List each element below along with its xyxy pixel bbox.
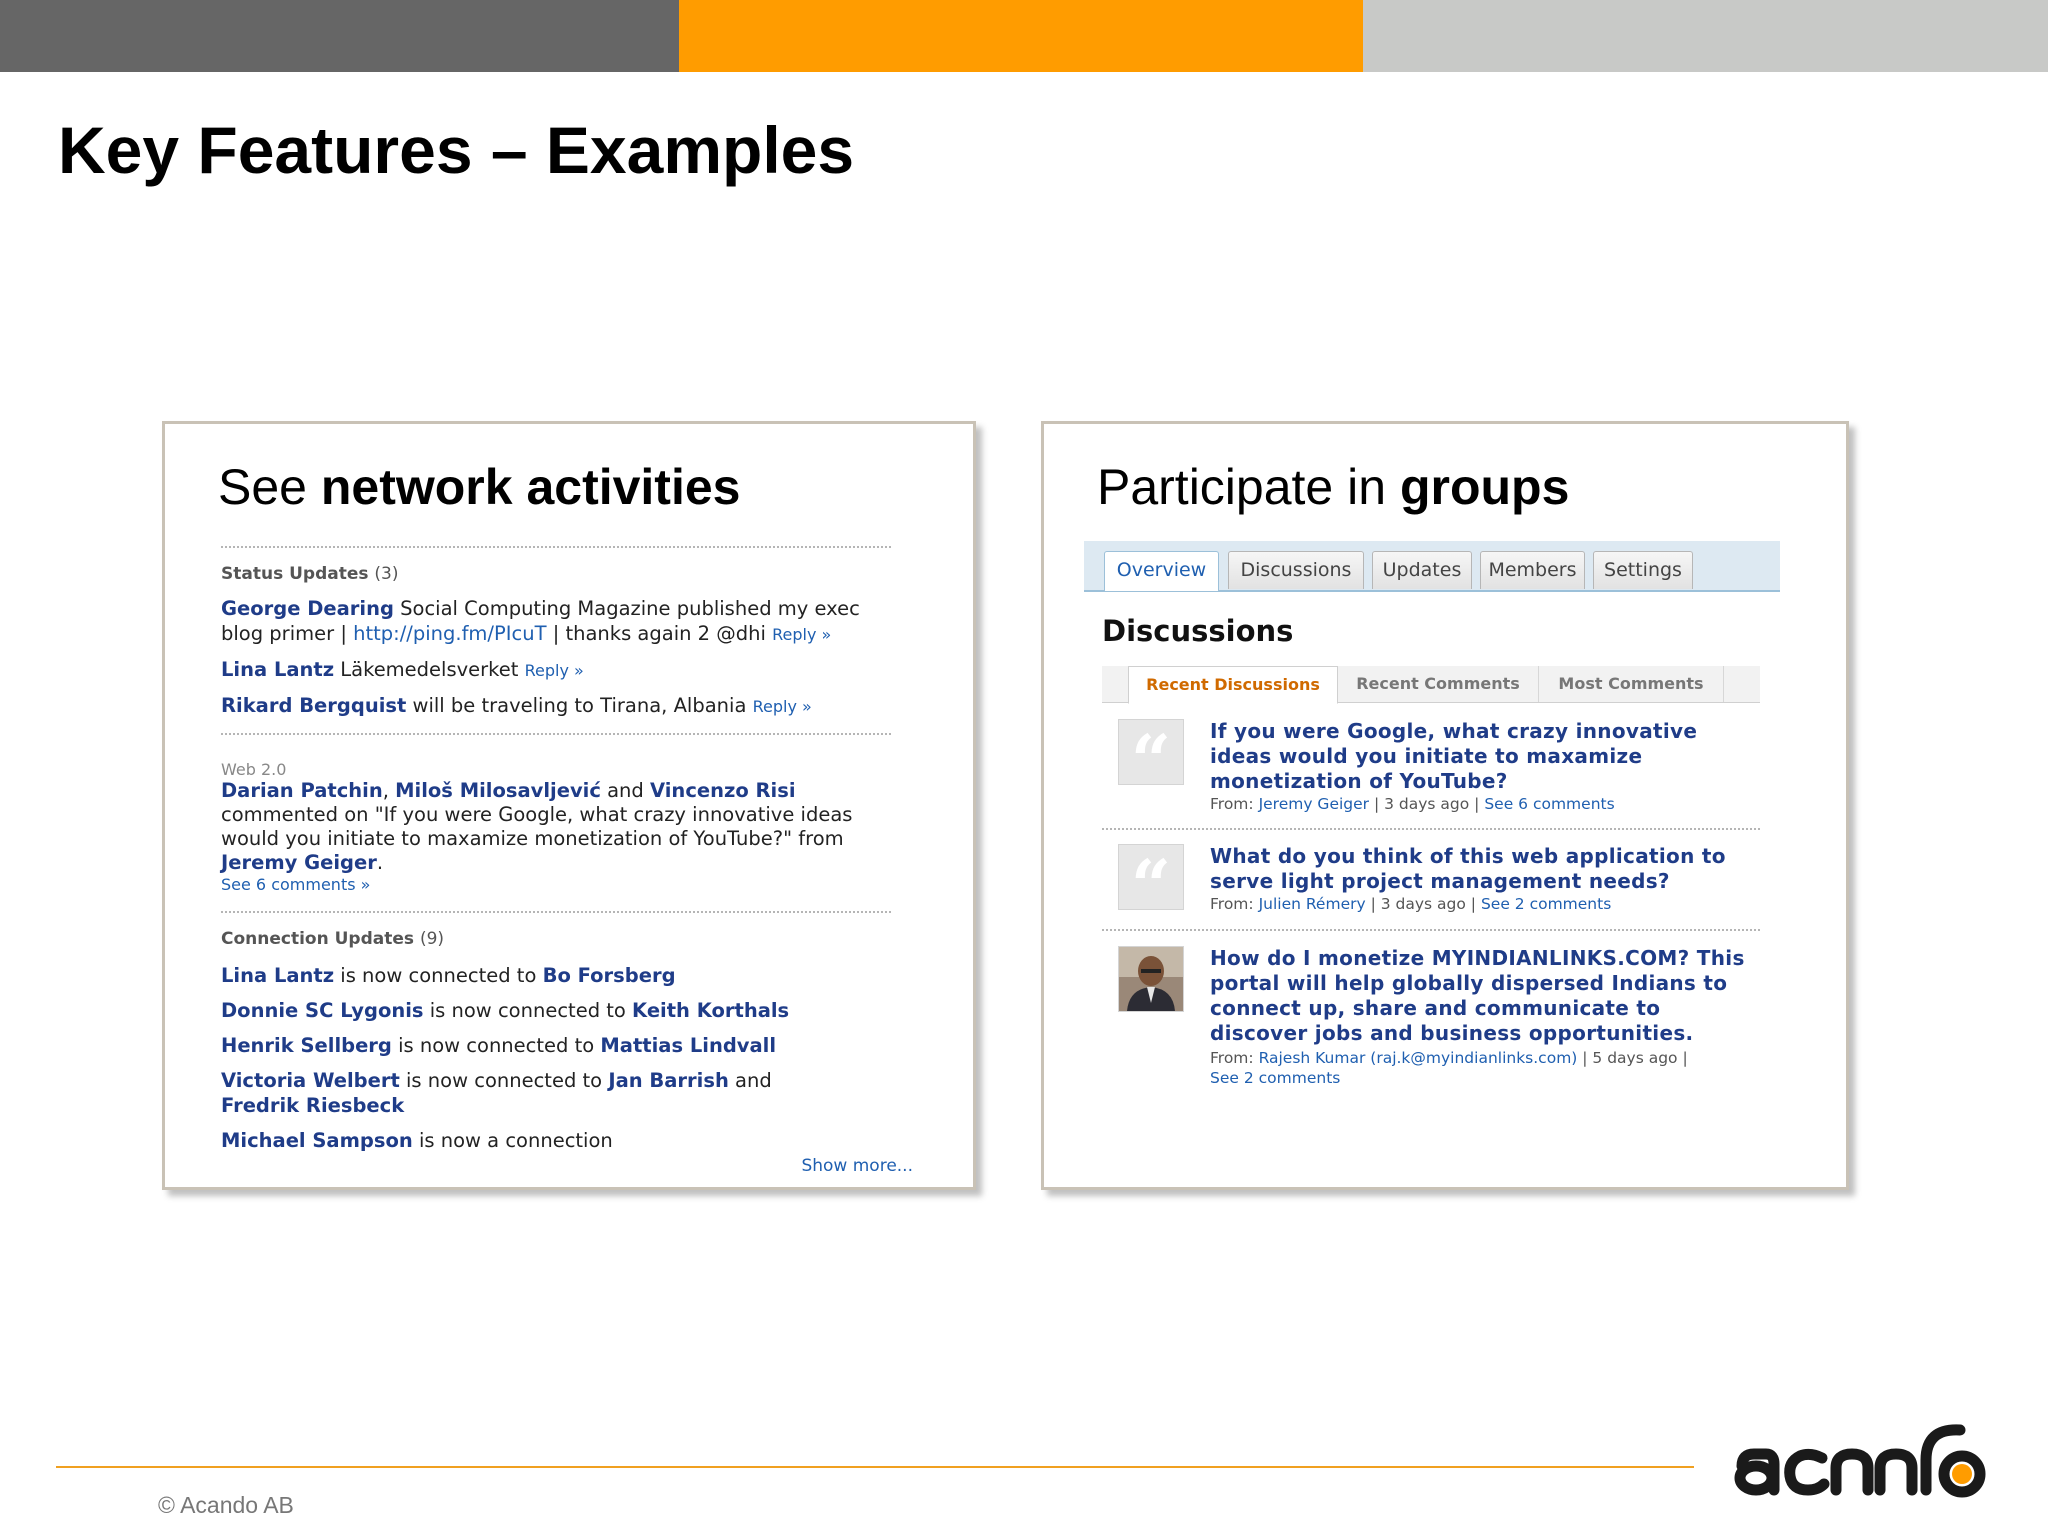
- discussion-item: [1102, 844, 1760, 927]
- activity-feed: [221, 546, 891, 1153]
- user-link[interactable]: Donnie SC Lygonis: [221, 999, 424, 1022]
- subtab-recent-discussions[interactable]: Recent Discussions: [1128, 666, 1338, 704]
- subtab-most-comments[interactable]: Most Comments: [1539, 666, 1724, 702]
- and-text: and: [728, 1069, 772, 1092]
- reply-link[interactable]: Reply »: [524, 661, 584, 680]
- connection-text: is now connected to: [391, 1034, 601, 1057]
- status-item: [221, 693, 891, 719]
- discussions-heading: Discussions: [1102, 614, 1294, 648]
- connection-updates-count: (9): [419, 929, 445, 949]
- heading-plain-text: See: [218, 459, 321, 515]
- connection-updates-label: Connection Updates: [221, 929, 415, 949]
- top-bar-dark-segment: [0, 0, 679, 72]
- divider: [1102, 929, 1760, 931]
- user-link[interactable]: Mattias Lindvall: [600, 1034, 777, 1057]
- tab-settings[interactable]: Settings: [1593, 551, 1693, 589]
- connection-item: [221, 1128, 891, 1153]
- user-link[interactable]: Lina Lantz: [221, 964, 335, 987]
- see-comments-link[interactable]: See 6 comments »: [221, 875, 371, 894]
- connection-item: [221, 1068, 841, 1118]
- web-comment-item: [221, 779, 891, 875]
- reply-link[interactable]: Reply »: [772, 625, 832, 644]
- copyright-text: © Acando AB: [158, 1492, 294, 1518]
- user-link[interactable]: Darian Patchin: [221, 779, 383, 802]
- status-url-link[interactable]: http://ping.fm/PIcuT: [353, 622, 547, 645]
- groups-heading: [1097, 458, 1569, 516]
- connection-text: is now connected to: [423, 999, 633, 1022]
- comment-text: commented on "If you were Google, what crazy innovative ideas would you initiate to maxamize monetization of YouTube?" from: [221, 803, 853, 850]
- connection-text: is now connected to: [334, 964, 543, 987]
- subtab-recent-comments[interactable]: Recent Comments: [1338, 666, 1539, 702]
- time-text: | 3 days ago |: [1369, 795, 1485, 813]
- tab-discussions[interactable]: Discussions: [1228, 551, 1364, 589]
- connection-item: [221, 963, 891, 988]
- heading-bold-text: groups: [1399, 459, 1570, 515]
- user-link[interactable]: Bo Forsberg: [542, 964, 676, 987]
- show-more-link[interactable]: Show more...: [801, 1156, 913, 1176]
- user-link[interactable]: Fredrik Riesbeck: [221, 1094, 405, 1117]
- status-text: Läkemedelsverket: [334, 658, 525, 681]
- author-link[interactable]: Rajesh Kumar (raj.k@myindianlinks.com): [1258, 1049, 1578, 1067]
- quote-icon: “: [1118, 719, 1184, 785]
- status-text: Social Computing Magazine published my exec blog primer |: [221, 597, 860, 645]
- and-text: and: [600, 779, 650, 802]
- separator-text: ,: [382, 779, 396, 802]
- user-link[interactable]: Rikard Bergquist: [221, 694, 407, 717]
- heading-bold-text: network activities: [320, 459, 741, 515]
- status-updates-label: Status Updates: [221, 564, 369, 584]
- status-updates-count: (3): [374, 564, 399, 584]
- group-tab-bar: [1084, 541, 1780, 592]
- connection-updates-header: [221, 929, 891, 949]
- quote-icon: “: [1118, 844, 1184, 910]
- reply-link[interactable]: Reply »: [752, 697, 812, 716]
- user-link[interactable]: Jan Barrish: [608, 1069, 729, 1092]
- from-label: From:: [1210, 895, 1259, 913]
- period-text: .: [376, 851, 384, 874]
- connection-item: [221, 998, 891, 1023]
- user-link[interactable]: George Dearing: [221, 597, 394, 620]
- network-activities-heading: [218, 458, 740, 516]
- web-section-label: Web 2.0: [221, 760, 287, 779]
- user-link[interactable]: Lina Lantz: [221, 658, 335, 681]
- divider: [221, 546, 891, 548]
- top-color-bar: [0, 0, 2048, 72]
- from-label: From:: [1210, 1049, 1259, 1067]
- discussion-meta: [1210, 794, 1615, 814]
- see-comments-link[interactable]: See 6 comments: [1484, 795, 1615, 813]
- discussion-title-link[interactable]: What do you think of this web application to serve light project management needs?: [1210, 844, 1726, 893]
- network-activities-panel: [162, 421, 976, 1190]
- discussion-meta: [1210, 894, 1611, 914]
- author-link[interactable]: Jeremy Geiger: [1258, 795, 1370, 813]
- top-bar-orange-segment: [679, 0, 1363, 72]
- groups-panel: [1041, 421, 1849, 1190]
- footer-divider: [56, 1466, 1694, 1468]
- user-photo: [1118, 946, 1184, 1012]
- divider: [1102, 828, 1760, 830]
- status-item: [221, 657, 891, 683]
- connection-item: [221, 1033, 891, 1058]
- discussion-item: [1102, 719, 1760, 819]
- from-label: From:: [1210, 795, 1259, 813]
- connection-text: is now connected to: [399, 1069, 609, 1092]
- time-text: | 3 days ago |: [1365, 895, 1481, 913]
- discussion-title-link[interactable]: How do I monetize MYINDIANLINKS.COM? This portal will help globally dispersed Indians to connect up, share and communicate to discover jobs and business opportunities.: [1210, 946, 1745, 1045]
- acando-logo: [1730, 1418, 1992, 1502]
- time-text: | 5 days ago |: [1577, 1049, 1688, 1067]
- user-link[interactable]: Michael Sampson: [221, 1129, 413, 1152]
- discussion-meta: [1210, 1048, 1688, 1088]
- status-updates-header: [221, 564, 891, 584]
- user-link[interactable]: Keith Korthals: [632, 999, 790, 1022]
- see-comments-link[interactable]: See 2 comments: [1480, 895, 1612, 913]
- tab-updates[interactable]: Updates: [1372, 551, 1472, 589]
- heading-plain-text: Participate in: [1097, 459, 1400, 515]
- status-text: will be traveling to Tirana, Albania: [406, 694, 753, 717]
- author-link[interactable]: Julien Rémery: [1258, 895, 1366, 913]
- acando-logo-icon: [1730, 1418, 1992, 1502]
- user-link[interactable]: Henrik Sellberg: [221, 1034, 392, 1057]
- divider: [221, 733, 891, 735]
- user-photo-icon: [1119, 947, 1183, 1011]
- status-item: [221, 596, 891, 647]
- divider: [221, 911, 891, 913]
- slide-title: Key Features – Examples: [58, 113, 855, 187]
- discussion-item: [1102, 946, 1760, 1096]
- discussion-title-link[interactable]: If you were Google, what crazy innovative ideas would you initiate to maxamize monetization of YouTube?: [1210, 719, 1698, 793]
- top-bar-light-segment: [1363, 0, 2048, 72]
- user-link[interactable]: Victoria Welbert: [221, 1069, 400, 1092]
- connection-text: is now a connection: [412, 1129, 613, 1152]
- tab-overview[interactable]: Overview: [1104, 551, 1219, 591]
- see-comments-link[interactable]: See 2 comments: [1210, 1069, 1341, 1087]
- discussion-subtabs: [1102, 666, 1760, 703]
- user-link[interactable]: Miloš Milosavljević: [395, 779, 601, 802]
- user-link[interactable]: Vincenzo Risi: [650, 779, 796, 802]
- user-link[interactable]: Jeremy Geiger: [221, 851, 377, 874]
- tab-members[interactable]: Members: [1480, 551, 1585, 589]
- status-text: | thanks again 2 @dhi: [546, 622, 773, 645]
